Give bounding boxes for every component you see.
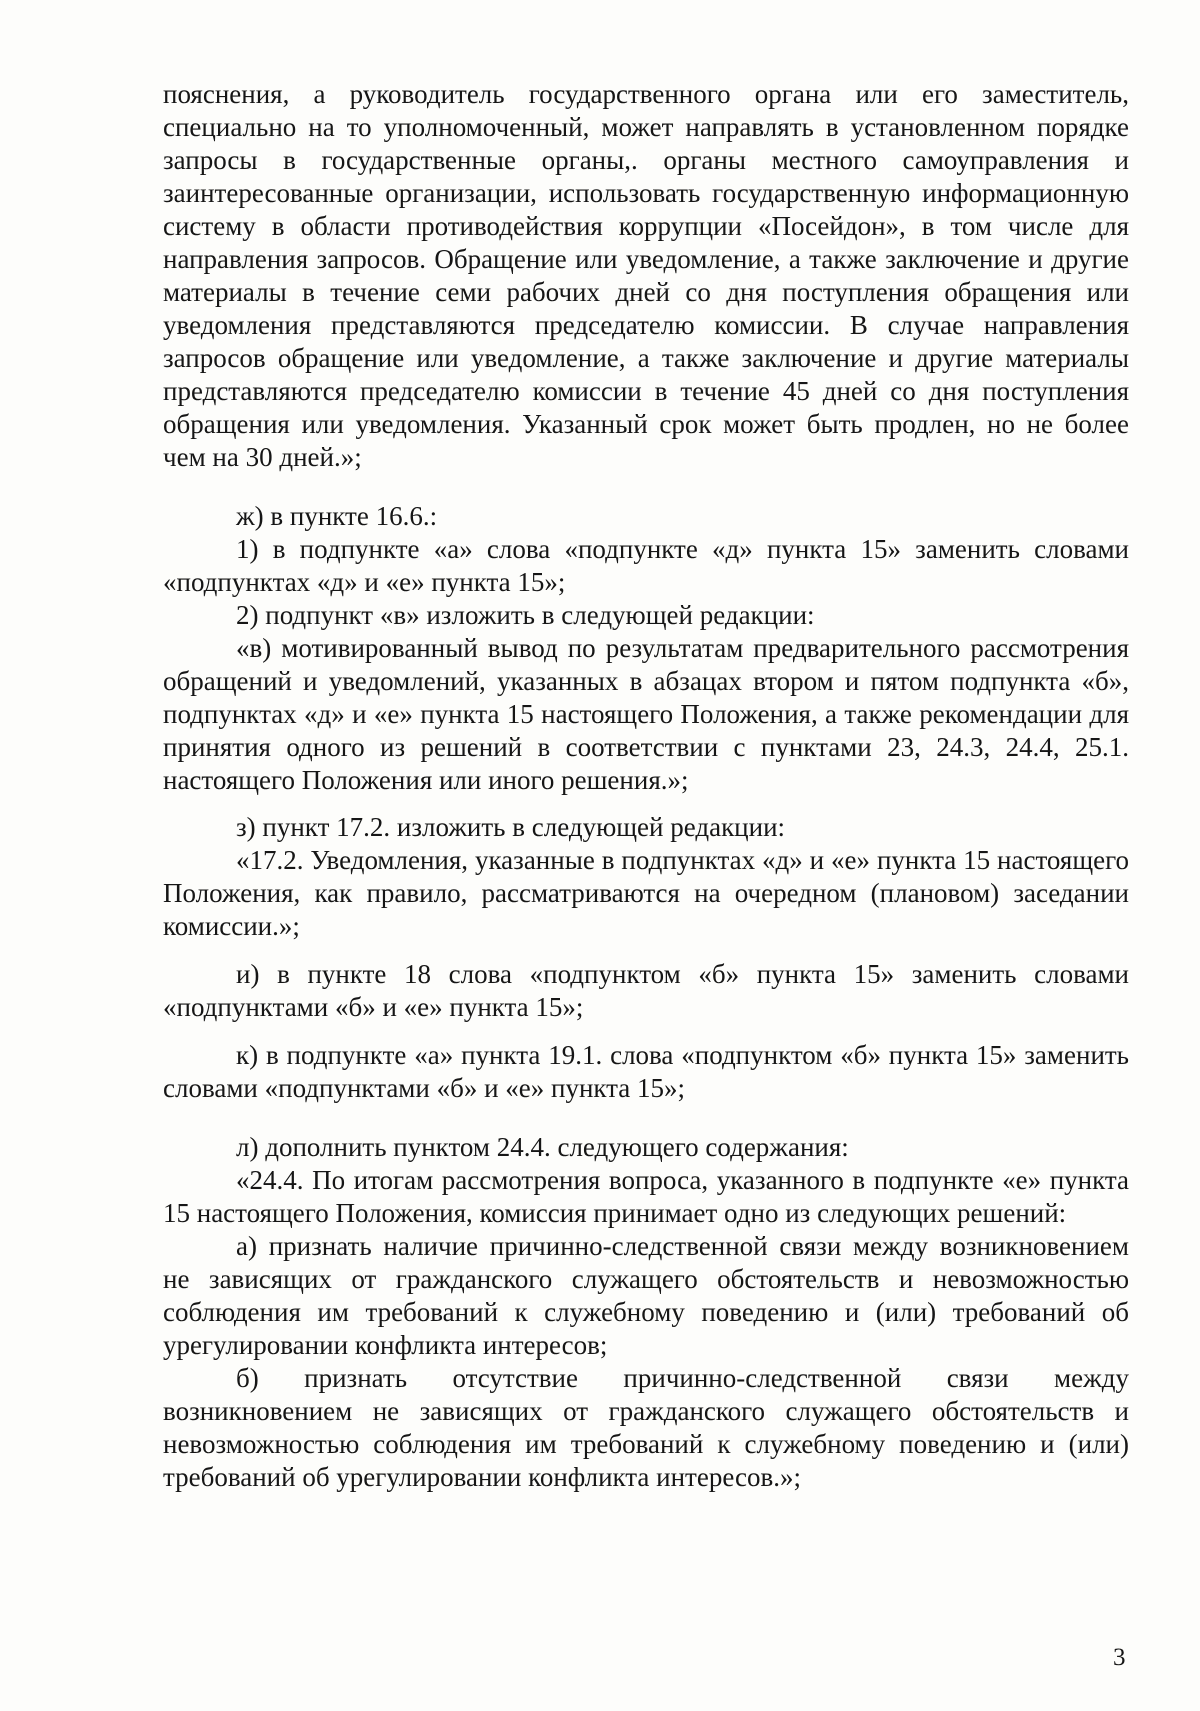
paragraph-item-k: к) в подпункте «а» пункта 19.1. слова «подпунктом «б» пункта 15» заменить словами «подпунктами «б» и «е» пункта 15»; [163, 1040, 1129, 1103]
paragraph-subitem-1: 1) в подпункте «а» слова «подпункте «д» пункта 15» заменить словами «подпунктах «д» и «е» пункта 15»; [163, 534, 1129, 597]
paragraph-decision-a: а) признать наличие причинно-следственной связи между возникновением не зависящих от гражданского служащего обстоятельств и невозможностью соблюдения им требований к служебному поведению и (или) требований об урегулировании конфликта интересов; [163, 1231, 1129, 1360]
paragraph-item-i: и) в пункте 18 слова «подпунктом «б» пункта 15» заменить словами «подпунктами «б» и «е» пункта 15»; [163, 959, 1129, 1022]
paragraph-subitem-2: 2) подпункт «в» изложить в следующей редакции: [236, 600, 815, 630]
paragraph-continuation: пояснения, а руководитель государственного органа или его заместитель, специально на то уполномоченный, может направлять в установленном порядке запросы в государственные органы,. органы местного самоуправления и заинтересованные организации, использовать государственную информационную систему в области противодействия коррупции «Посейдон», в том числе для направления запросов. Обращение или уведомление, а также заключение и другие материалы в течение семи рабочих дней со дня поступления обращения или уведомления представляются председателю комиссии. В случае направления запросов обращение или уведомление, а также заключение и другие материалы представляются председателю комиссии в течение 45 дней со дня поступления обращения или уведомления. Указанный срок может быть продлен, но не более чем на 30 дней.»; [163, 79, 1129, 472]
paragraph-item-l: л) дополнить пунктом 24.4. следующего содержания: [236, 1132, 849, 1162]
page-number: 3 [1113, 1644, 1126, 1671]
paragraph-item-z: з) пункт 17.2. изложить в следующей редакции: [236, 812, 786, 842]
paragraph-decision-b: б) признать отсутствие причинно-следственной связи между возникновением не зависящих от гражданского служащего обстоятельств и невозможностью соблюдения им требований к служебному поведению и (или) требований об урегулировании конфликта интересов.»; [163, 1363, 1129, 1492]
paragraph-subitem-v-text: «в) мотивированный вывод по результатам предварительного рассмотрения обращений и уведомлений, указанных в абзацах втором и пятом подпункта «б», подпунктах «д» и «е» пункта 15 настоящего Положения, а также рекомендации для принятия одного из решений в соответствии с пунктами 23, 24.3, 24.4, 25.1. настоящего Положения или иного решения.»; [163, 633, 1129, 795]
document-body [163, 78, 1129, 1494]
paragraph-17-2-text: «17.2. Уведомления, указанные в подпунктах «д» и «е» пункта 15 настоящего Положения, как правило, рассматриваются на очередном (плановом) заседании комиссии.»; [163, 845, 1129, 941]
paragraph-item-zh: ж) в пункте 16.6.: [236, 501, 438, 531]
paragraph-24-4-text: «24.4. По итогам рассмотрения вопроса, указанного в подпункте «е» пункта 15 настоящего Положения, комиссия принимает одно из следующих решений: [163, 1165, 1129, 1228]
